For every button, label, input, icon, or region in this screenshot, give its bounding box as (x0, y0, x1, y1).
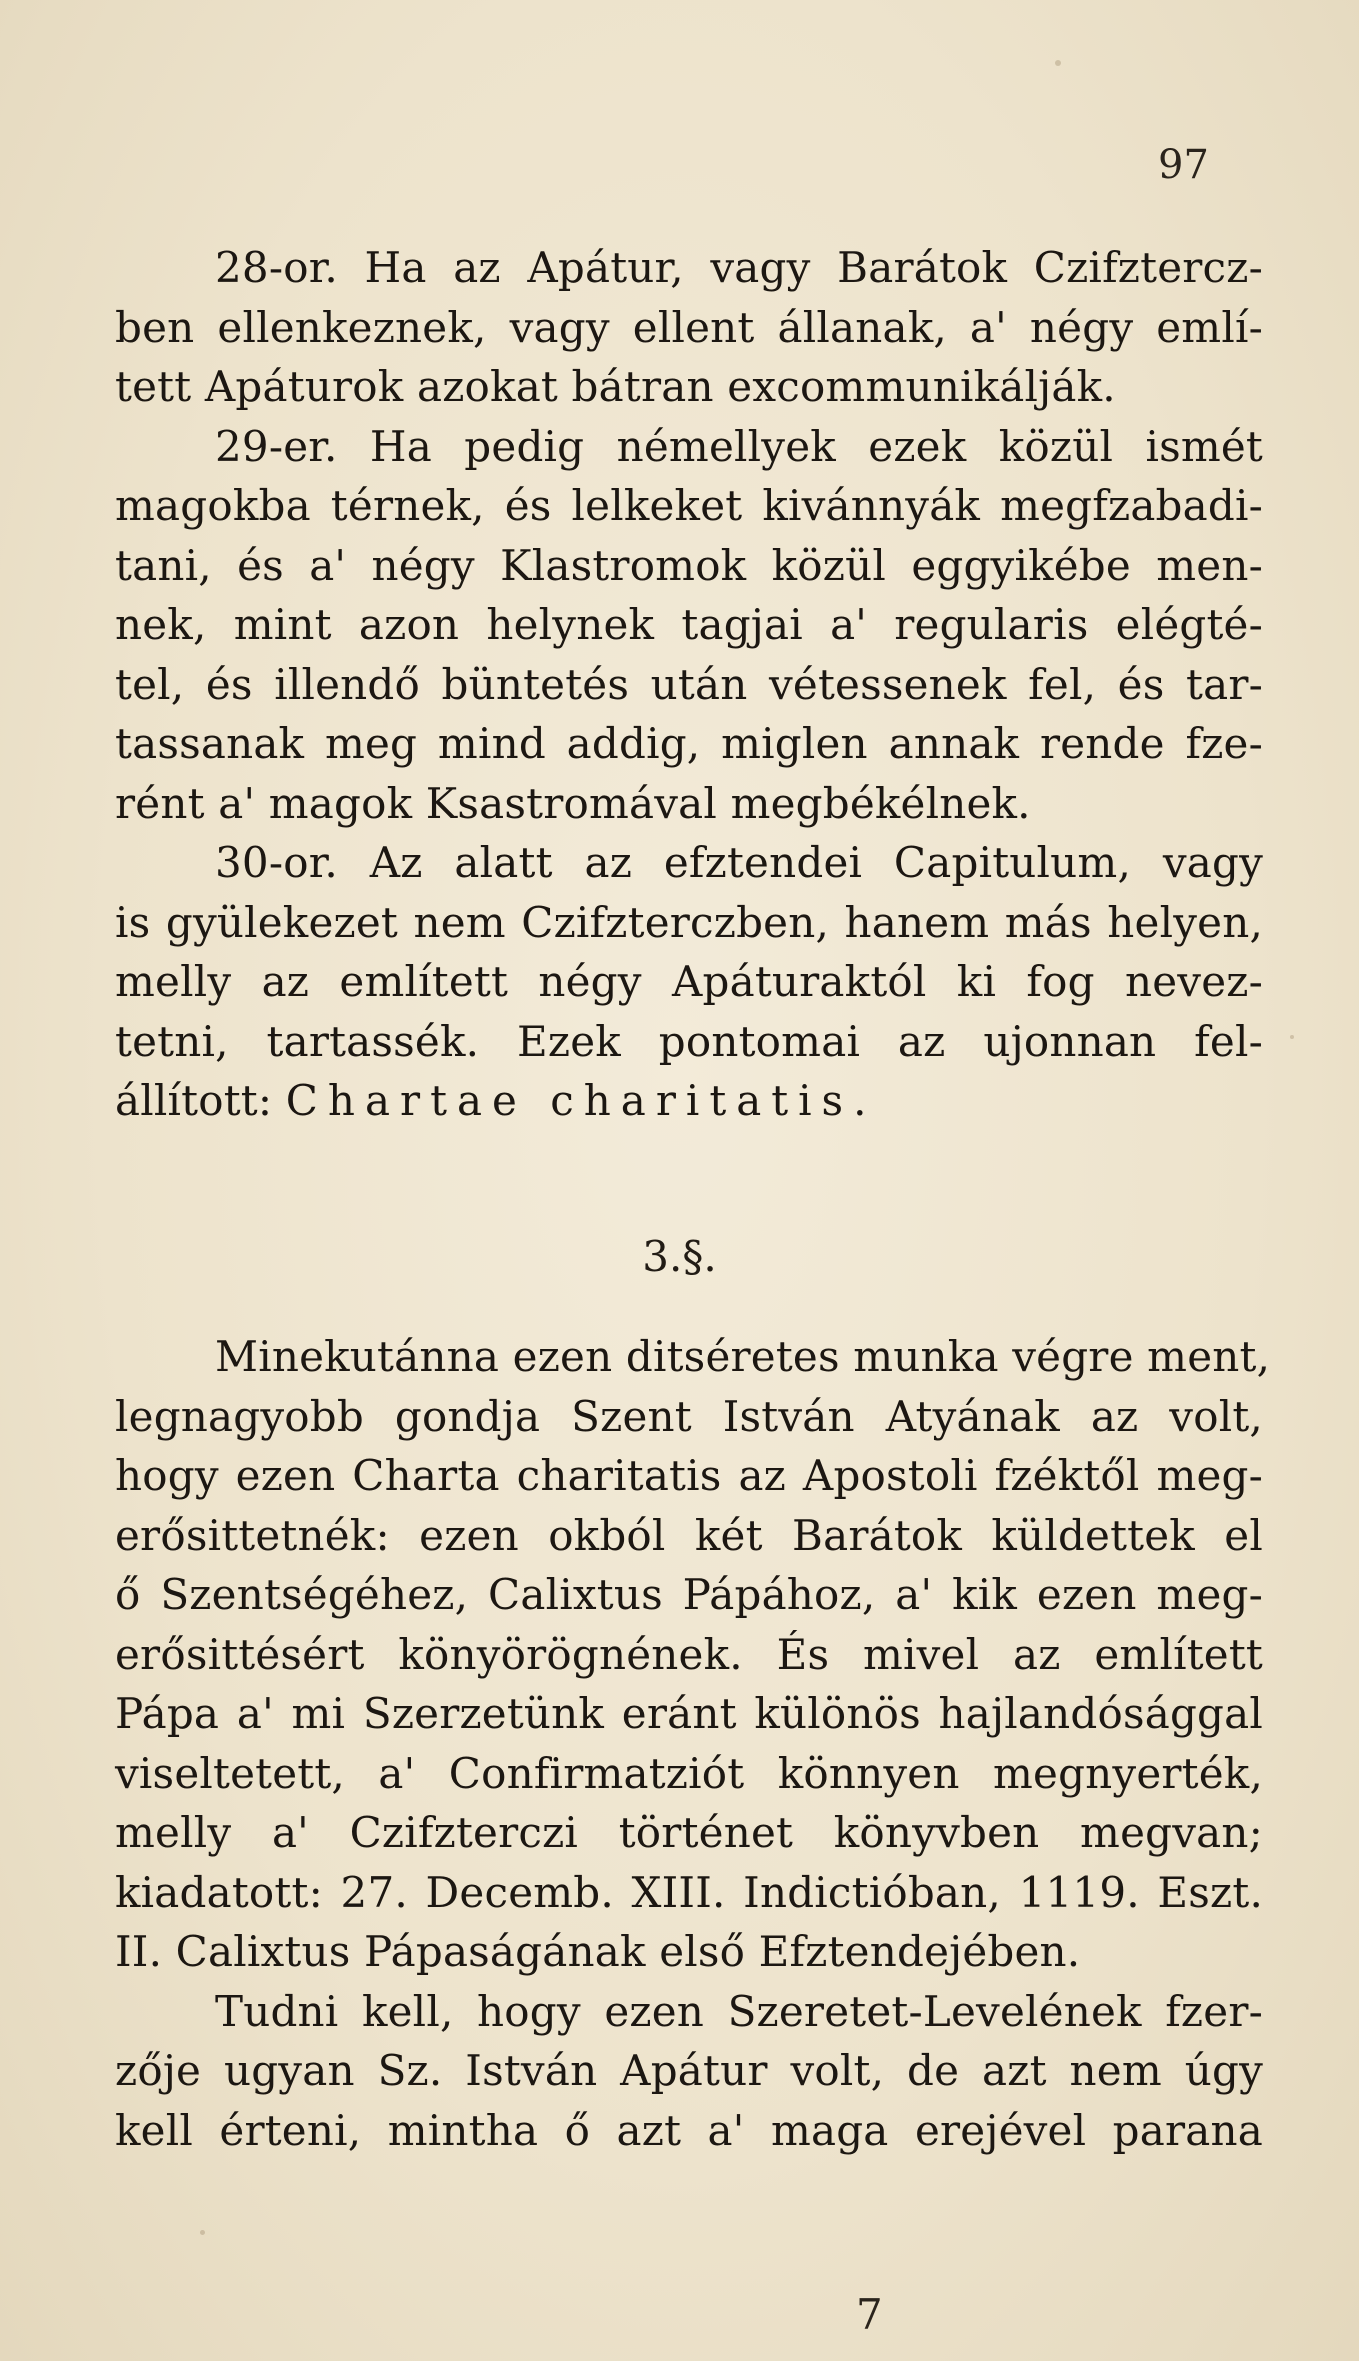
paper-spot (1290, 1035, 1294, 1039)
text-line: rént a' magok Ksastromával megbékélnek. (115, 778, 1031, 828)
text-line: zője ugyan Sz. István Apátur volt, de azt nem úgy (115, 2046, 1263, 2095)
text-line: 30-or. Az alatt az efztendei Capitulum, vagy (215, 838, 1263, 887)
text-block-top (115, 238, 1263, 1131)
text-line: II. Calixtus Pápaságának első Efztendejében. (115, 1927, 1081, 1976)
text-line: ben ellenkeznek, vagy ellent állanak, a' négy emlí- (115, 302, 1263, 352)
text-line: magokba térnek, és lelkeket kivánnyák megfzabadi- (115, 481, 1263, 530)
text-line: hogy ezen Charta charitatis az Apostoli fzéktől meg- (115, 1451, 1263, 1500)
text-line-prefix: állított: (115, 1076, 273, 1125)
paper-spot (200, 2230, 205, 2235)
text-line: melly a' Czifzterczi történet könyvben megvan; (115, 1808, 1263, 1857)
text-line: 28-or. Ha az Apátur, vagy Barátok Czifztercz- (215, 243, 1263, 292)
text-line: erősittésért könyörögnének. És mivel az említett (115, 1629, 1263, 1679)
section-heading: 3.§. (642, 1232, 717, 1281)
text-line: tel, és illendő büntetés után vétessenek fel, és tar- (115, 659, 1263, 709)
text-line: kell érteni, mintha ő azt a' maga erejével parana (115, 2105, 1263, 2155)
text-line: tetni, tartassék. Ezek pontomai az ujonnan fel- (115, 1016, 1263, 1066)
spaced-title: Chartae charitatis. (285, 1076, 877, 1125)
text-line: Pápa a' mi Szerzetünk eránt különös hajlandósággal (115, 1689, 1263, 1738)
page-number: 97 (1158, 142, 1209, 188)
text-line: tani, és a' négy Klastromok közül eggyikébe men- (115, 540, 1263, 590)
text-line: legnagyobb gondja Szent István Atyának az volt, (115, 1391, 1263, 1441)
text-block-bottom (115, 1327, 1271, 2160)
paper-spot (1055, 60, 1061, 66)
text-line: viseltetett, a' Confirmatziót könnyen megnyerték, (115, 1748, 1263, 1798)
text-line: nek, mint azon helynek tagjai a' regularis elégté- (115, 600, 1263, 649)
text-line: kiadatott: 27. Decemb. XIII. Indictióban, 1119. Eszt. (115, 1867, 1263, 1917)
catchword: 7 (856, 2290, 883, 2339)
text-line: is gyülekezet nem Czifzterczben, hanem más helyen, (115, 897, 1263, 947)
text-line: erősittetnék: ezen okból két Barátok küldettek el (115, 1510, 1263, 1560)
text-line: ő Szentségéhez, Calixtus Pápához, a' kik ezen meg- (115, 1570, 1263, 1619)
text-line: tett Apáturok azokat bátran excommunikálják. (115, 362, 1116, 411)
text-line: 29-er. Ha pedig némellyek ezek közül ismét (215, 421, 1263, 471)
text-line: melly az említett négy Apáturaktól ki fog nevez- (115, 957, 1263, 1006)
text-line: Tudni kell, hogy ezen Szeretet-Levelének fzer- (215, 1986, 1263, 2036)
text-line: Minekutánna ezen ditséretes munka végre ment, (215, 1332, 1271, 1381)
text-line-emphasis (115, 1071, 1263, 1131)
text-line: tassanak meg mind addig, miglen annak rende fze- (115, 719, 1263, 768)
